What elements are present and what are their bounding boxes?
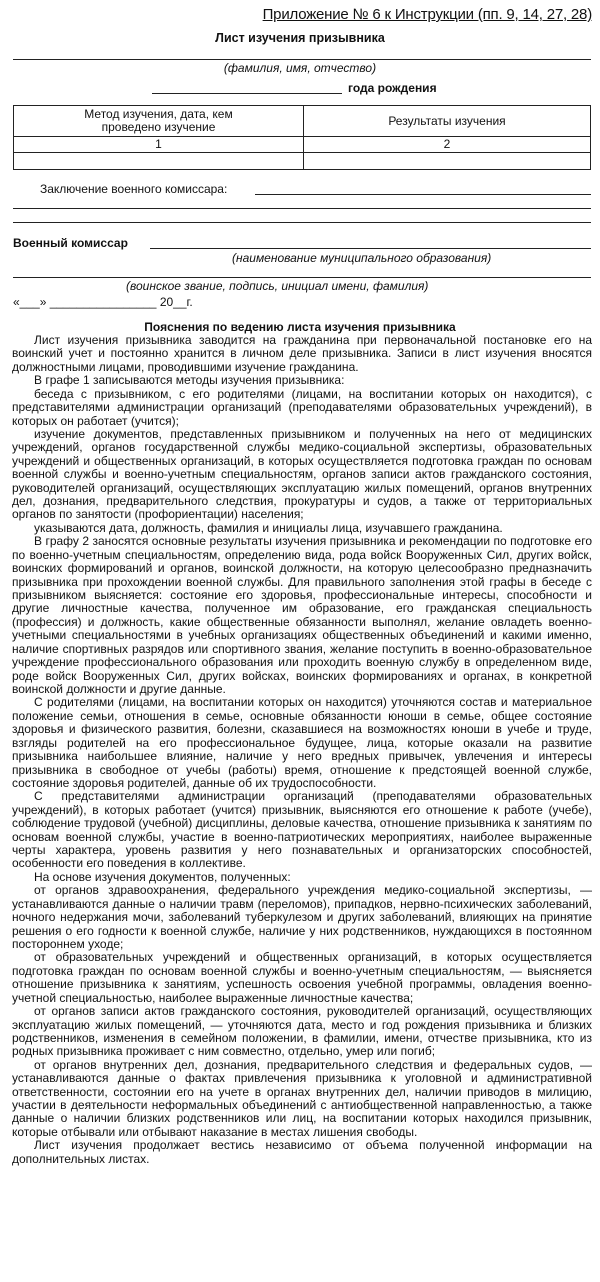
conclusion-line-1 — [255, 194, 591, 195]
notes-paragraph: указываются дата, должность, фамилия и инициалы лица, изучавшего гражданина. — [34, 520, 503, 535]
notes-paragraph: Лист изучения продолжает вестись независимо от объема полученной информации на дополнительных листах. — [12, 1138, 592, 1166]
column-header-method: Метод изучения, дата, кем проведено изучение — [14, 106, 304, 137]
notes-title: Пояснения по ведению листа изучения призывника — [144, 320, 456, 334]
notes-paragraph: В графе 1 записываются методы изучения призывника: — [34, 373, 345, 388]
notes-paragraph: На основе изучения документов, полученных: — [34, 869, 291, 884]
notes-paragraph: изучение документов, представленных призывником и полученных на него от медицинских учреждений, органов государственной службы медико-социальной экспертизы, образовательных учреждений и общественных организаций, в которых осуществляется подготовка граждан по основам военной службы и военно-учетным специальностям, органов записи актов гражданского состояния, руководителей организаций, осуществляющих эксплуатацию жилых помещений, органов внутренних дел, дознания, предварительного следствия, прокуратуры и судов, а также от территориальных органов по занятости (профориентации) населения; — [12, 426, 592, 522]
conclusion-label: Заключение военного комиссара: — [40, 182, 228, 196]
column-number-2: 2 — [304, 137, 591, 153]
commissar-line — [150, 248, 591, 249]
notes-paragraph: С родителями (лицами, на воспитании которых он находится) уточняются состав и материальное положение семьи, отношения в семье, основные обязанности юноши в семье, общее состояние здоровья и физического развития, болезни, сказавшиеся на возможностях юноши в учебе и труде, взгляды родителей на его профессиональное будущее, лица, которые оказали на развитие призывника наибольшее влияние, наличие у него вредных привычек, увлечения и интересы призывника в свободное от учебы (работы) время, отношение к предстоящей военной службе, состояние здоровья родителей, данные об их трудоспособности. — [12, 695, 592, 790]
fio-line — [13, 59, 591, 60]
birth-year-line — [152, 93, 342, 94]
notes-paragraph: Лист изучения призывника заводится на гражданина при первоначальной постановке его на воинский учет и постоянно хранится в личном деле призывника. Записи в лист изучения вносятся должностными лицами, проводившими изучение гражданина. — [12, 333, 592, 374]
table-empty-cell — [304, 153, 591, 170]
column-number-1: 1 — [14, 137, 304, 153]
commissar-label: Военный комиссар — [13, 236, 128, 250]
date-line: «___» ________________ 20__г. — [13, 295, 193, 309]
signature-caption: (воинское звание, подпись, инициал имени, фамилия) — [126, 279, 429, 293]
study-table — [13, 105, 591, 170]
notes-paragraph: В графу 2 заносятся основные результаты изучения призывника и рекомендации по подготовке его по военно-учетным специальностям, определению вида, рода войск Вооруженных Сил, других войск, воинских формирований и органов, воинской должности, на которую целесообразно предназначить призывника при прохождении военной службы. Для правильного заполнения этой графы в беседе с призывником выясняется: состояние его здоровья, профессиональные интересы, способности и другие личностные качества, полученное им образование, его гражданская специальность (профессия) и должность, какие общественные обязанности выполнял, желание овладеть военно-учетными специальностями в учебных организациях общественных объединений и какими именно, наличие спортивных разрядов или спортивного звания, желание поступить в военно-образовательное учреждение профессионального образования или проходить военную службу в определенном виде, роде войск Вооруженных Сил, других войсках, воинских формированиях и органах, в конкретной воинской должности и другие данные. — [12, 534, 592, 696]
municipality-caption: (наименование муниципального образования) — [232, 251, 492, 265]
notes-paragraph: от органов записи актов гражданского состояния, руководителей организаций, осуществляющих эксплуатацию жилых помещений, — уточняются дата, место и год рождения призывника и близких родственников, изменения в семейном положении, в фамилии, имени, отчестве призывника, кто из родных призывника проживает с ним совместно, отдельно, умер или погиб; — [12, 1004, 592, 1059]
notes-paragraph: от органов внутренних дел, дознания, предварительного следствия и федеральных судов, — устанавливаются данные о фактах привлечения призывника к уголовной и административной ответственности, состоянии его на учете в органах внутренних дел, наличии приводов в милицию, участии в деятельности неформальных объединений с антиобщественной направленностью, а также данные о наличии близких родственников или лиц, на воспитании которых находился призывник, которые отбывали или отбывают наказание в местах лишения свободы. — [12, 1057, 592, 1139]
signature-line — [13, 277, 591, 278]
conclusion-line-2 — [13, 208, 591, 209]
notes-paragraph: от органов здравоохранения, федерального учреждения медико-социальной экспертизы, — устанавливаются данные о наличии травм (переломов), припадков, нервно-психических заболеваний, ночного недержания мочи, заболеваний туберкулезом и других заболеваний, влияющих на принятие решения о его годности к военной службе, наличие у них родственников, нуждающихся в постоянном постороннем уходе; — [12, 883, 592, 951]
column-header-results: Результаты изучения — [304, 106, 591, 137]
table-empty-cell — [14, 153, 304, 170]
notes-paragraph: беседа с призывником, с его родителями (лицами, на воспитании которых он находится), с представителями администрации организаций (преподавателями образовательных учреждений), в которых он работает (учится); — [12, 386, 592, 428]
notes-paragraph: С представителями администрации организаций (преподавателями образовательных учреждений), в которых работает (учится) призывник, выясняются его отношение к работе (учебе), соблюдение трудовой (учебной) дисциплины, деловые качества, отношение призывника к занятиям по основам военной службы, участие в военно-патриотических мероприятиях, наиболее выраженные черты характера, уровень развития у него познавательных и организаторских способностей, особенности его поведения в коллективе. — [12, 789, 592, 871]
fio-caption: (фамилия, имя, отчество) — [223, 61, 377, 75]
notes-body — [12, 334, 592, 1166]
form-title: Лист изучения призывника — [215, 31, 385, 45]
notes-paragraph: от образовательных учреждений и общественных организаций, в которых осуществляется подготовка граждан по основам военной службы и военно-учетным специальностям, — выясняется отношение призывника к занятиям, успешность освоения учебной программы, овладения военно-учетной специальностью, наиболее выраженные личностные качества; — [12, 950, 592, 1005]
appendix-reference: Приложение № 6 к Инструкции (пп. 9, 14, 27, 28) — [262, 6, 592, 23]
birth-year-label: года рождения — [348, 81, 437, 95]
conclusion-line-3 — [13, 222, 591, 223]
